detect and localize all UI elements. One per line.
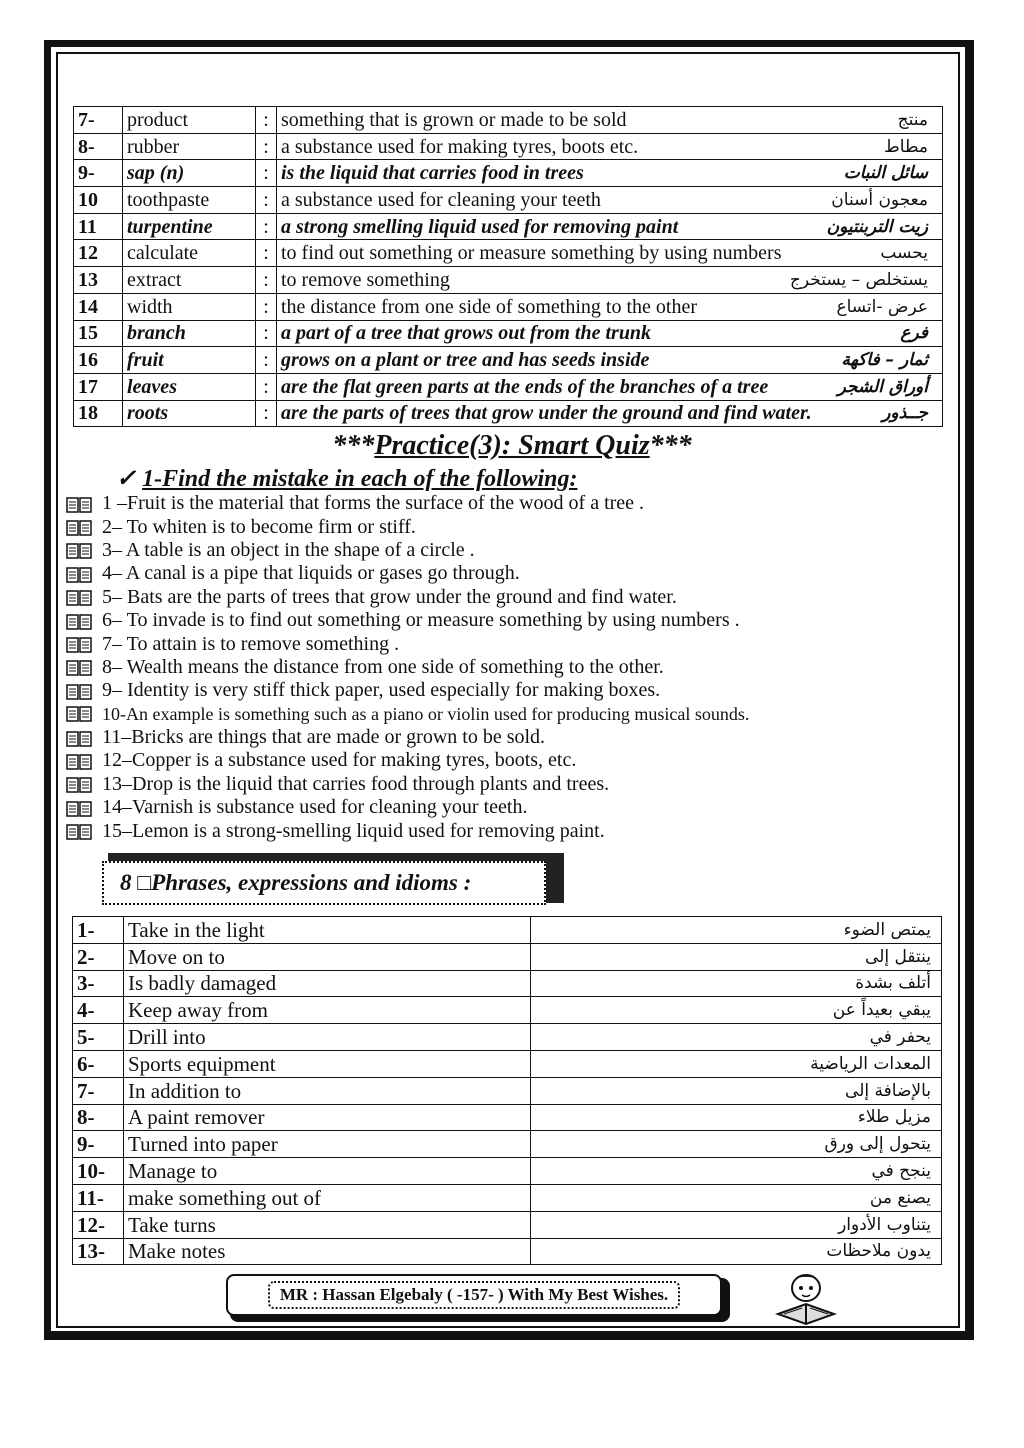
vocab-word: product bbox=[123, 107, 256, 134]
vocab-definition-cell bbox=[277, 320, 943, 347]
vocab-definition-cell bbox=[277, 133, 943, 160]
vocab-arabic: معجون أسنان bbox=[831, 189, 928, 210]
book-icon bbox=[66, 706, 92, 722]
phrase-english: Sports equipment bbox=[124, 1050, 531, 1077]
phrase-number: 2- bbox=[73, 943, 124, 970]
vocab-row bbox=[74, 187, 943, 214]
vocab-definition-cell bbox=[277, 400, 943, 427]
vocab-number: 9- bbox=[74, 160, 123, 187]
book-icon bbox=[66, 636, 92, 652]
vocab-row bbox=[74, 373, 943, 400]
phrase-english: Turned into paper bbox=[124, 1131, 531, 1158]
vocab-definition-cell bbox=[277, 373, 943, 400]
vocab-definition: a substance used for making tyres, boots etc. bbox=[281, 135, 639, 158]
quiz-item-text: 4– A canal is a pipe that liquids or gases go through. bbox=[102, 562, 520, 585]
vocab-number: 13 bbox=[74, 267, 123, 294]
vocab-definition-cell bbox=[277, 213, 943, 240]
vocab-word: sap (n) bbox=[123, 160, 256, 187]
quiz-item-text: 14–Varnish is substance used for cleaning your teeth. bbox=[102, 796, 528, 819]
vocab-row bbox=[74, 320, 943, 347]
phrase-number: 11- bbox=[73, 1184, 124, 1211]
quiz-item-text: 10-An example is something such as a piano or violin used for producing musical sounds. bbox=[102, 703, 750, 724]
vocab-colon: : bbox=[256, 133, 277, 160]
phrase-number: 13- bbox=[73, 1238, 124, 1265]
quiz-item-text: 1 –Fruit is the material that forms the surface of the wood of a tree . bbox=[102, 492, 645, 515]
book-icon bbox=[66, 566, 92, 582]
vocab-word: rubber bbox=[123, 133, 256, 160]
vocab-colon: : bbox=[256, 160, 277, 187]
vocab-word: turpentine bbox=[123, 213, 256, 240]
phrase-number: 4- bbox=[73, 997, 124, 1024]
phrase-english: In addition to bbox=[124, 1077, 531, 1104]
phrase-arabic: يحفر في bbox=[531, 1024, 942, 1051]
phrase-row bbox=[73, 1024, 942, 1051]
quiz-item bbox=[66, 749, 749, 772]
book-icon bbox=[66, 800, 92, 816]
vocab-definition: grows on a plant or tree and has seeds inside bbox=[281, 349, 650, 372]
quiz-item-text: 12–Copper is a substance used for making tyres, boots, etc. bbox=[102, 749, 577, 772]
vocabulary-table bbox=[73, 106, 943, 427]
phrase-row bbox=[73, 1158, 942, 1185]
phrase-english: Take turns bbox=[124, 1211, 531, 1238]
vocab-colon: : bbox=[256, 213, 277, 240]
quiz-item bbox=[66, 796, 749, 819]
practice-title-text: Practice(3): Smart Quiz bbox=[374, 430, 650, 461]
vocab-row bbox=[74, 133, 943, 160]
vocab-colon: : bbox=[256, 320, 277, 347]
vocab-number: 18 bbox=[74, 400, 123, 427]
vocab-number: 8- bbox=[74, 133, 123, 160]
vocab-word: width bbox=[123, 293, 256, 320]
vocab-definition-cell bbox=[277, 347, 943, 374]
practice-title bbox=[0, 430, 1024, 462]
vocab-definition: a substance used for cleaning your teeth bbox=[281, 188, 601, 211]
vocab-colon: : bbox=[256, 240, 277, 267]
vocab-arabic: يستخلص – يستخرج bbox=[789, 269, 928, 290]
vocab-row bbox=[74, 160, 943, 187]
vocab-definition-cell bbox=[277, 107, 943, 134]
vocab-row bbox=[74, 267, 943, 294]
phrase-arabic: ينتقل إلى bbox=[531, 943, 942, 970]
phrase-english: Is badly damaged bbox=[124, 970, 531, 997]
quiz-item-text: 13–Drop is the liquid that carries food through plants and trees. bbox=[102, 772, 610, 795]
phrase-arabic: يبقي بعيداً عن bbox=[531, 997, 942, 1024]
quiz-item-text: 8– Wealth means the distance from one side of something to the other. bbox=[102, 655, 664, 678]
phrase-english: Make notes bbox=[124, 1238, 531, 1265]
quiz-item bbox=[66, 679, 749, 702]
footer-inner bbox=[226, 1274, 722, 1316]
quiz-item-text: 5– Bats are the parts of trees that grow under the ground and find water. bbox=[102, 585, 677, 608]
phrases-heading-box bbox=[102, 853, 562, 911]
quiz-item bbox=[66, 539, 749, 562]
vocab-definition-cell bbox=[277, 187, 943, 214]
quiz-item-text: 3– A table is an object in the shape of a circle . bbox=[102, 538, 475, 561]
book-icon bbox=[66, 659, 92, 675]
quiz-item bbox=[66, 492, 749, 515]
phrase-row bbox=[73, 997, 942, 1024]
quiz-item bbox=[66, 656, 749, 679]
vocab-word: fruit bbox=[123, 347, 256, 374]
vocab-word: branch bbox=[123, 320, 256, 347]
vocab-definition: to find out something or measure something by using numbers bbox=[281, 242, 782, 265]
phrase-row bbox=[73, 917, 942, 944]
quiz-item-text: 15–Lemon is a strong-smelling liquid used for removing paint. bbox=[102, 819, 605, 842]
quiz-heading bbox=[116, 464, 577, 493]
phrase-arabic: ينجح في bbox=[531, 1158, 942, 1185]
phrase-english: Take in the light bbox=[124, 917, 531, 944]
book-icon bbox=[66, 589, 92, 605]
vocab-arabic: منتج bbox=[897, 109, 928, 130]
quiz-item bbox=[66, 773, 749, 796]
vocab-arabic: جــذور bbox=[882, 403, 928, 424]
vocab-number: 10 bbox=[74, 187, 123, 214]
phrase-row bbox=[73, 970, 942, 997]
vocab-definition: are the parts of trees that grow under the ground and find water. bbox=[281, 402, 812, 425]
vocab-definition: a strong smelling liquid used for removing paint bbox=[281, 215, 679, 238]
vocab-colon: : bbox=[256, 347, 277, 374]
phrase-arabic: المعدات الرياضية bbox=[531, 1050, 942, 1077]
phrase-row bbox=[73, 1238, 942, 1265]
vocab-row bbox=[74, 107, 943, 134]
phrase-number: 7- bbox=[73, 1077, 124, 1104]
quiz-list bbox=[66, 492, 749, 843]
vocab-arabic: فرع bbox=[900, 323, 928, 344]
vocab-definition-cell bbox=[277, 160, 943, 187]
vocab-definition-cell bbox=[277, 293, 943, 320]
phrase-number: 12- bbox=[73, 1211, 124, 1238]
vocab-word: leaves bbox=[123, 373, 256, 400]
vocab-arabic: مطاط bbox=[884, 136, 928, 157]
quiz-item-text: 9– Identity is very stiff thick paper, used especially for making boxes. bbox=[102, 679, 661, 702]
vocab-arabic: عرض -اتساع bbox=[836, 296, 928, 317]
phrase-arabic: يدون ملاحظات bbox=[531, 1238, 942, 1265]
vocab-word: calculate bbox=[123, 240, 256, 267]
phrase-arabic: مزيل طلاء bbox=[531, 1104, 942, 1131]
quiz-item bbox=[66, 632, 749, 655]
vocab-definition: to remove something bbox=[281, 268, 450, 291]
vocab-definition-cell bbox=[277, 240, 943, 267]
vocab-definition-cell bbox=[277, 267, 943, 294]
phrases-table bbox=[72, 916, 942, 1265]
phrase-row bbox=[73, 943, 942, 970]
phrase-arabic: يصنع من bbox=[531, 1184, 942, 1211]
quiz-item bbox=[66, 726, 749, 749]
footer-text: MR : Hassan Elgebaly ( -157- ) With My Best Wishes. bbox=[268, 1281, 680, 1309]
vocab-row bbox=[74, 347, 943, 374]
vocab-arabic: يحسب bbox=[880, 243, 928, 264]
vocab-definition: are the flat green parts at the ends of the branches of a tree bbox=[281, 375, 769, 398]
phrase-english: A paint remover bbox=[124, 1104, 531, 1131]
vocab-definition: is the liquid that carries food in trees bbox=[281, 162, 584, 185]
vocab-colon: : bbox=[256, 187, 277, 214]
phrase-number: 1- bbox=[73, 917, 124, 944]
phrase-arabic: بالإضافة إلى bbox=[531, 1077, 942, 1104]
phrase-row bbox=[73, 1050, 942, 1077]
book-icon bbox=[66, 683, 92, 699]
quiz-heading-text: 1-Find the mistake in each of the following: bbox=[142, 466, 578, 492]
quiz-item bbox=[66, 819, 749, 842]
quiz-item bbox=[66, 586, 749, 609]
phrase-english: Move on to bbox=[124, 943, 531, 970]
quiz-item bbox=[66, 515, 749, 538]
phrase-arabic: يمتص الضوء bbox=[531, 917, 942, 944]
practice-title-pre: *** bbox=[332, 430, 375, 461]
vocab-colon: : bbox=[256, 373, 277, 400]
phrase-number: 5- bbox=[73, 1024, 124, 1051]
phrase-row bbox=[73, 1211, 942, 1238]
vocab-colon: : bbox=[256, 293, 277, 320]
vocab-colon: : bbox=[256, 267, 277, 294]
phrase-english: make something out of bbox=[124, 1184, 531, 1211]
reading-child-icon bbox=[766, 1268, 844, 1328]
quiz-item-text: 6– To invade is to find out something or measure something by using numbers . bbox=[102, 609, 740, 632]
quiz-item-text: 11–Bricks are things that are made or grown to be sold. bbox=[102, 726, 546, 749]
phrase-number: 3- bbox=[73, 970, 124, 997]
book-icon bbox=[66, 496, 92, 512]
book-icon bbox=[66, 519, 92, 535]
phrase-arabic: أتلف بشدة bbox=[531, 970, 942, 997]
phrase-english: Manage to bbox=[124, 1158, 531, 1185]
vocab-colon: : bbox=[256, 400, 277, 427]
vocab-number: 14 bbox=[74, 293, 123, 320]
vocab-arabic: سائل النبات bbox=[843, 163, 928, 184]
quiz-item-text: 7– To attain is to remove something . bbox=[102, 632, 400, 655]
vocab-number: 11 bbox=[74, 213, 123, 240]
phrases-heading: 8 □Phrases, expressions and idioms : bbox=[102, 861, 546, 905]
phrase-number: 10- bbox=[73, 1158, 124, 1185]
phrase-english: Keep away from bbox=[124, 997, 531, 1024]
vocab-number: 12 bbox=[74, 240, 123, 267]
vocab-number: 17 bbox=[74, 373, 123, 400]
phrase-english: Drill into bbox=[124, 1024, 531, 1051]
vocab-number: 15 bbox=[74, 320, 123, 347]
quiz-item-text: 2– To whiten is to become firm or stiff. bbox=[102, 515, 416, 538]
phrase-arabic: يتناوب الأدوار bbox=[531, 1211, 942, 1238]
vocab-arabic: أوراق الشجر bbox=[837, 376, 928, 397]
quiz-item bbox=[66, 562, 749, 585]
book-icon bbox=[66, 613, 92, 629]
phrase-row bbox=[73, 1131, 942, 1158]
vocab-row bbox=[74, 400, 943, 427]
book-icon bbox=[66, 753, 92, 769]
vocab-word: roots bbox=[123, 400, 256, 427]
vocab-word: toothpaste bbox=[123, 187, 256, 214]
phrase-number: 9- bbox=[73, 1131, 124, 1158]
phrase-arabic: يتحول إلى ورق bbox=[531, 1131, 942, 1158]
phrase-number: 8- bbox=[73, 1104, 124, 1131]
quiz-item bbox=[66, 703, 749, 726]
book-icon bbox=[66, 542, 92, 558]
phrase-row bbox=[73, 1077, 942, 1104]
vocab-definition: the distance from one side of something to the other bbox=[281, 295, 698, 318]
vocab-word: extract bbox=[123, 267, 256, 294]
vocab-definition: something that is grown or made to be sold bbox=[281, 108, 627, 131]
vocab-row bbox=[74, 293, 943, 320]
check-icon: ✓ bbox=[116, 466, 137, 492]
quiz-item bbox=[66, 609, 749, 632]
footer-box bbox=[226, 1274, 728, 1322]
phrase-row bbox=[73, 1184, 942, 1211]
book-icon bbox=[66, 730, 92, 746]
vocab-colon: : bbox=[256, 107, 277, 134]
vocab-definition: a part of a tree that grows out from the trunk bbox=[281, 322, 652, 345]
vocab-number: 7- bbox=[74, 107, 123, 134]
practice-title-post: *** bbox=[649, 430, 692, 461]
phrase-row bbox=[73, 1104, 942, 1131]
vocab-arabic: ثمار – فاكهة bbox=[841, 350, 928, 371]
book-icon bbox=[66, 823, 92, 839]
vocab-row bbox=[74, 240, 943, 267]
phrase-number: 6- bbox=[73, 1050, 124, 1077]
vocab-number: 16 bbox=[74, 347, 123, 374]
vocab-row bbox=[74, 213, 943, 240]
book-icon bbox=[66, 776, 92, 792]
vocab-arabic: زيت التربنتيون bbox=[826, 216, 928, 237]
